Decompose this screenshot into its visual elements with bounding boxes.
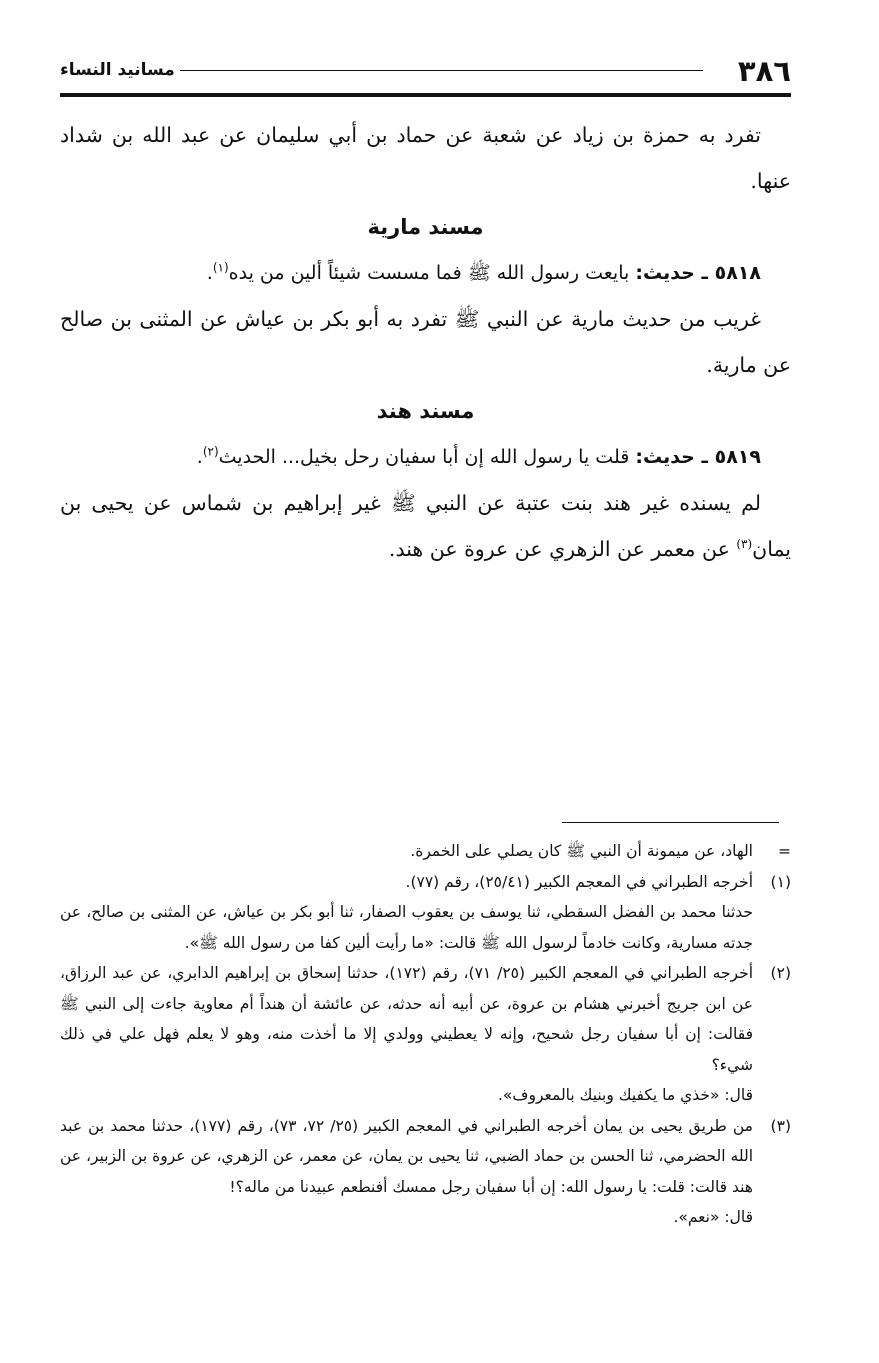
hadith-text: بايعت رسول الله ﷺ فما مسست شيئاً ألين من يده (228, 262, 630, 284)
header-divider-line (180, 70, 703, 71)
footnote-line: قال: «خذي ما يكفيك وبنيك بالمعروف». (498, 1086, 753, 1104)
footnote-line: حدثنا محمد بن الفضل السقطي، ثنا يوسف بن يعقوب الصفار، ثنا أبو بكر بن عياش، عن المثنى بن صالح، عن جدته مسارية، وكانت خادماً لرسول الله ﷺ قالت: «ما رأيت ألين كفا من رسول الله ﷺ». (60, 903, 753, 952)
footnote-marker: (٢) (770, 964, 791, 982)
footnote-line: أخرجه الطبراني في المعجم الكبير (٢٥/٤١)، رقم (٧٧). (405, 872, 753, 891)
footnote-1 (60, 867, 791, 959)
footnote-body (60, 958, 753, 1111)
intro-paragraph: تفرد به حمزة بن زياد عن شعبة عن حماد بن أبي سليمان عن عبد الله بن شداد عنها. (60, 123, 791, 193)
footnote-marker: = (778, 842, 791, 860)
hadith-number: ٥٨١٨ ـ حديث: (635, 262, 761, 284)
hadith-text: قلت يا رسول الله إن أبا سفيان رحل بخيل... الحديث (218, 446, 630, 468)
footnotes (60, 836, 791, 1233)
footnote-continued (60, 836, 791, 867)
footnote-line: الهاد، عن ميمونة أن النبي ﷺ كان يصلي على الخمرة. (410, 842, 753, 860)
hadith-5819 (60, 434, 791, 480)
header-rule (60, 93, 791, 97)
footnote-line: قال: «نعم». (673, 1208, 753, 1226)
footnote-ref: (٣) (736, 537, 753, 552)
footnote-body (60, 1111, 753, 1233)
commentary-maria: غريب من حديث مارية عن النبي ﷺ تفرد به أبو بكر بن عياش عن المثنى بن صالح عن مارية. (60, 307, 791, 377)
footnote-marker: (١) (770, 872, 791, 891)
section-heading-hind: مسند هند (376, 399, 475, 423)
hadith-end: . (206, 262, 213, 284)
commentary-text: لم يسنده غير هند بنت عتبة عن النبي ﷺ غير إبراهيم بن شماس عن يحيى بن يمان (60, 491, 791, 561)
footnote-body (60, 836, 753, 867)
running-header (60, 52, 791, 96)
footnote-separator (562, 822, 779, 823)
footnote-ref: (١) (212, 260, 229, 275)
footnote-marker: (٣) (770, 1116, 791, 1135)
footnote-body (60, 867, 753, 959)
commentary-text: عن معمر عن الزهري عن عروة عن هند. (388, 537, 737, 561)
running-title: مسانيد النساء (60, 60, 175, 80)
main-text (60, 112, 791, 572)
footnote-3 (60, 1111, 791, 1233)
footnote-ref: (٢) (202, 444, 219, 459)
hadith-end: . (196, 446, 203, 468)
hadith-5818 (60, 250, 791, 296)
hadith-number: ٥٨١٩ ـ حديث: (635, 446, 761, 468)
footnote-line: أخرجه الطبراني في المعجم الكبير (٢٥/ ٧١)، رقم (١٧٢)، حدثنا إسحاق بن إبراهيم الدابري، عن عبد الرزاق، عن ابن جريج أخبرني هشام بن عروة، عن أبيه أنه حدثه، عن عائشة أن هنداً أم معاوية جاءت إلى النبي ﷺ فقالت: إن أبا سفيان رجل شحيح، وإنه لا يعطيني وولدي إلا ما أخذت منه، وهو لا يعلم فهل علي في ذلك شيء؟ (60, 964, 753, 1074)
footnote-line: من طريق يحيى بن يمان أخرجه الطبراني في المعجم الكبير (٢٥/ ٧٢، ٧٣)، رقم (١٧٧)، حدثنا محمد بن عبد الله الحضرمي، ثنا الحسن بن حماد الضبي، ثنا يحيى بن يمان، عن معمر، عن الزهري، عن عروة بن الزبير، عن هند قالت: قلت: يا رسول الله: إن أبا سفيان رجل ممسك أفنطعم عبيدنا من ماله؟! (60, 1116, 753, 1196)
commentary-hind (60, 480, 791, 572)
page-number: ٣٨٦ (737, 54, 791, 88)
section-heading-maria: مسند مارية (367, 215, 484, 239)
footnote-2 (60, 958, 791, 1111)
